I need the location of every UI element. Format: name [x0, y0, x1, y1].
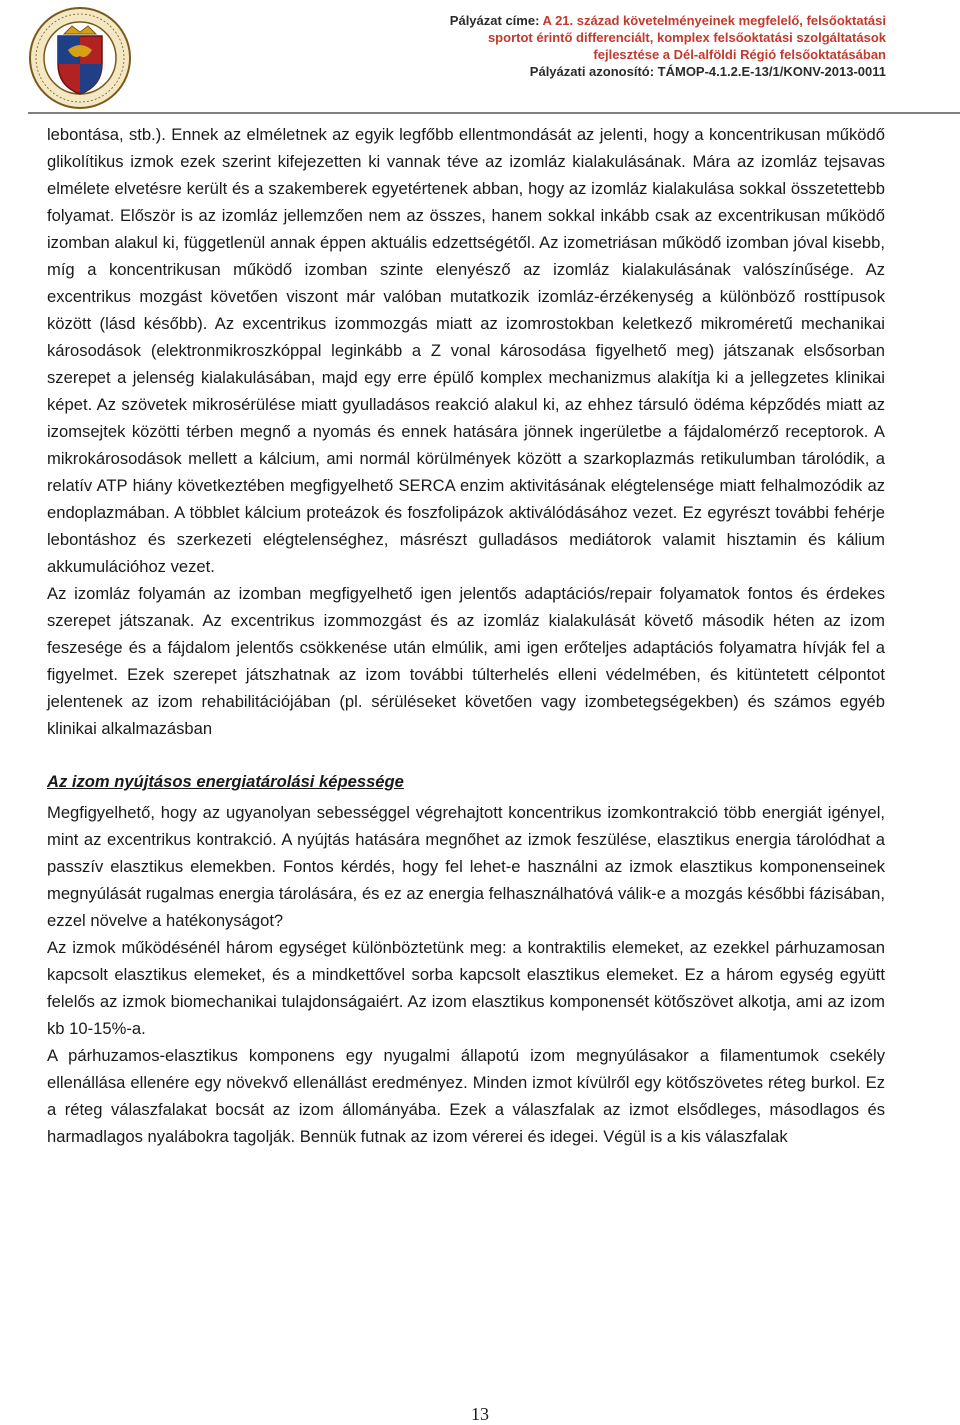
project-id-line: Pályázati azonosító: TÁMOP-4.1.2.E-13/1/KONV-2013-0011 [529, 64, 886, 79]
project-title-text-1: A 21. század követelményeinek megfelelő, felsőoktatási [542, 13, 886, 28]
section-paragraph-2: Az izmok működésénél három egységet különböztetünk meg: a kontraktilis elemeket, az ezekkel párhuzamosan kapcsolt elasztikus elemeket, és a mindkettővel sorba kapcsolt elasztikus elemeket. Ez a három egység együtt felelős az izmok biomechanikai tulajdonságaiért. Az izom elasztikus komponensét kötőszövet alkotja, ami az izom kb 10-15%-a. [47, 938, 885, 1038]
section-paragraph-1: Megfigyelhető, hogy az ugyanolyan sebességgel végrehajtott koncentrikus izomkontrakció több energiát igényel, mint az excentrikus kontrakció. A nyújtás hatására megnőhet az izmok feszülése, elasztikus energia tárolódhat a passzív elasztikus elemekben. Fontos kérdés, hogy fel lehet-e használni az izmok elasztikus komponenseinek megnyúlását rugalmas energia tárolására, és ez az energia felhasználhatóvá válik-e a mozgás későbbi fázisában, ezzel növelve a hatékonyságot? [47, 803, 885, 930]
project-header [366, 12, 886, 80]
project-title-line-1 [366, 12, 886, 29]
document-body [47, 121, 885, 1150]
project-title-line-2: sportot érintő differenciált, komplex felsőoktatási szolgáltatások [487, 30, 886, 45]
page-number: 13 [471, 1404, 489, 1424]
section-heading: Az izom nyújtásos energiatárolási képessége [47, 772, 404, 791]
body-paragraph-2: Az izomláz folyamán az izomban megfigyelhető igen jelentős adaptációs/repair folyamatok fontos és érdekes szerepet játszanak. Az excentrikus izommozgást és az izomláz kialakulását követő második héten az izom feszesége és a fájdalom jelentős csökkenése után elmúlik, ami igen erőteljes adaptációs folyamatra hívják fel a figyelmet. Ezek szerepet játszhatnak az izom további túlterhelés elleni védelmében, és kitüntetett célpontot jelentenek az izom rehabilitációjában (pl. sérüléseket követően vagy izombetegségekben) és számos egyéb klinikai alkalmazásban [47, 584, 885, 738]
section-paragraph-3: A párhuzamos-elasztikus komponens egy nyugalmi állapotú izom megnyúlásakor a filamentumok csekély ellenállása ellenére egy növekvő ellenállást eredményez. Minden izmot kívülről egy kötőszövetes réteg burkol. Ez a réteg válaszfalakat bocsát az izom állományába. Ezek a válaszfalak az izmot elsődleges, másodlagos és harmadlagos nyalábokra tagolják. Bennük futnak az izom vérerei és idegei. Végül is a kis válaszfalak [47, 1046, 885, 1146]
university-seal-logo [28, 6, 132, 110]
project-title-line-3: fejlesztése a Dél-alföldi Régió felsőoktatásában [593, 47, 886, 62]
header-divider [28, 112, 960, 114]
project-title-label: Pályázat címe: [449, 13, 540, 28]
body-paragraph-1: lebontása, stb.). Ennek az elméletnek az egyik legfőbb ellentmondását az jelenti, hogy a koncentrikusan működő glikolítikus izmok ezek szerint kifejezetten ki vannak téve az izomláz kialakulásának. Mára az izomláz tejsavas elmélete elvetésre került és a szakemberek egyetértenek abban, hogy az izomláz kialakulása sokkal összetettebb folyamat. Először is az izomláz jellemzően nem az összes, hanem sokkal inkább csak az excentrikusan működő izomban alakul ki, függetlenül annak éppen aktuális edzettségétől. Az izometriásan működő izomban jóval kisebb, míg a koncentrikusan működő izomban szinte elenyésző az izomláz kialakulásának valószínűsége. Az excentrikus mozgást követően viszont már valóban mutatkozik izomláz-érzékenység a különböző rosttípusok között (lásd később). Az excentrikus izommozgás miatt az izomrostokban keletkező mikroméretű mechanikai károsodások (elektronmikroszkóppal leginkább a Z vonal károsodása figyelhető meg) játszanak elsősorban szerepet a jelenség kialakulásában, majd egy erre épülő komplex mechanizmus alakítja ki a jellegzetes klinikai képet. Az szövetek mikrosérülése miatt gyulladásos reakció alakul ki, az ehhez társuló ödéma képződés miatt az izomsejtek közötti térben megnő a nyomás és ennek hatására jönnek ingerületbe a fájdalomérző receptorok. A mikrokárosodások mellett a kálcium, ami normál körülmények között a szarkoplazmás retikulumban tárolódik, a relatív ATP hiány következtében megfigyelhető SERCA enzim aktivitásának elégtelensége miatt felhalmozódik az endoplazmában. A többlet kálcium proteázok és foszfolipázok aktiválódásához vezet. Ez egyrészt további fehérje lebontáshoz és szerkezeti elégtelenséghez, másrészt gulladásos mediátorok valamit hisztamin és kálium akkumulációhoz vezet. [47, 125, 885, 576]
